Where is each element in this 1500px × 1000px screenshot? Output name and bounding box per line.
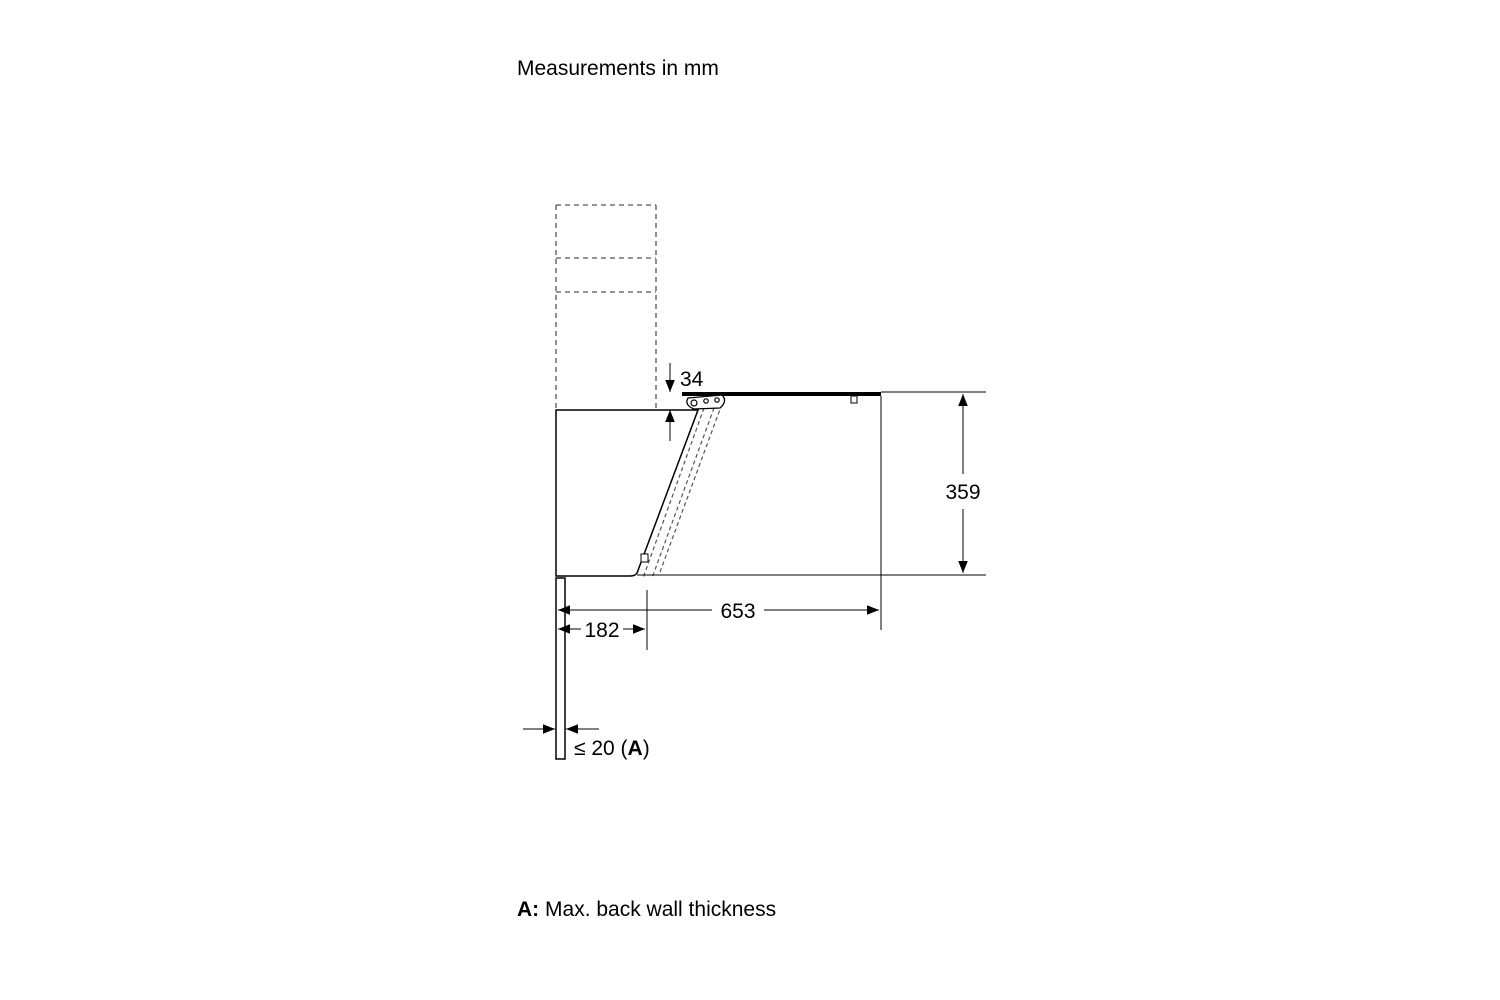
- measurements-heading: Measurements in mm: [517, 57, 719, 80]
- extension-lines: [556, 392, 986, 650]
- dimension-34-label: 34: [680, 368, 704, 391]
- hood-latch: [641, 554, 648, 562]
- hood-body: [556, 410, 698, 576]
- back-wall: [556, 578, 565, 759]
- chimney-outline: [556, 205, 656, 410]
- footnote-text: Max. back wall thickness: [545, 898, 777, 921]
- dimension-wall-thickness-label: ≤ 20 (A): [574, 737, 650, 760]
- footnote: [517, 897, 776, 923]
- dimension-359-label: 359: [945, 481, 981, 504]
- hinge-pivot-3: [715, 398, 719, 402]
- hinge-arm-outline: [643, 404, 722, 578]
- dimension-653-label: 653: [720, 600, 756, 623]
- hinge-pivot-2: [704, 399, 708, 403]
- footnote-key: A:: [517, 898, 540, 921]
- panel-tab: [851, 396, 857, 403]
- hinge-pivot-1: [691, 400, 697, 406]
- dimension-182-label: 182: [584, 619, 620, 642]
